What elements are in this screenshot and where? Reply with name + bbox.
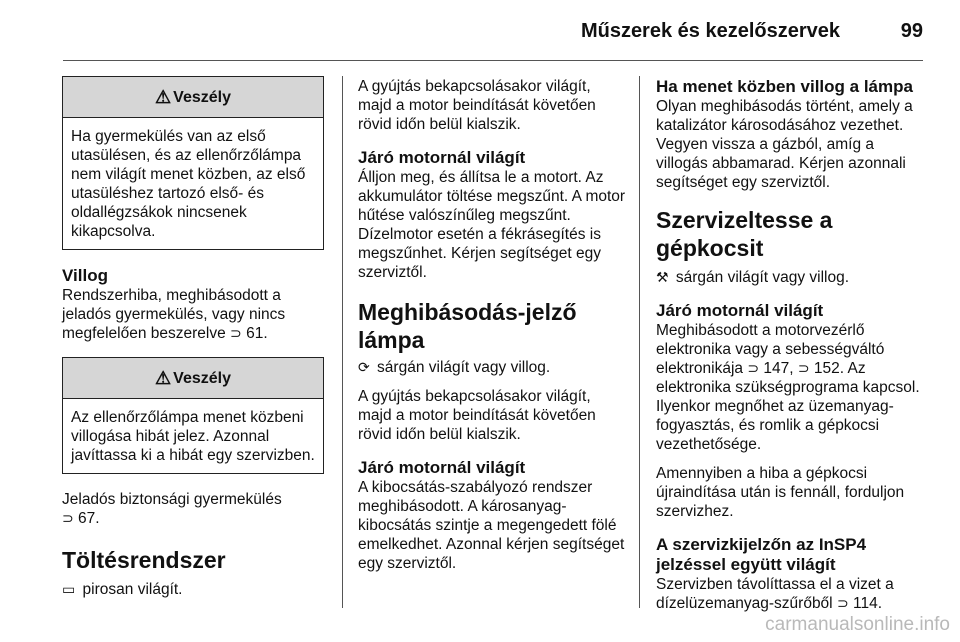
header-rule [63,60,923,61]
paragraph: Meghibásodott a motorvezérlő elektronika vagy a sebességváltó elektronikája ⊃ 147, ⊃ 152. Az elektronika szükségprograma kapcsol. Ilyenkor megnőhet az üzemanyag-fogyasztás, és romlik a gépkocsi vezethetősége. [656,322,920,453]
paragraph: Amennyiben a hiba a gépkocsi újraindítása után is fennáll, forduljon szervizhez. [656,465,905,520]
warning-header [63,358,323,399]
reference-arrow-icon: ⊃ [797,360,810,376]
warning-box [62,76,324,250]
column-separator [639,76,640,608]
section-heading: Járó motornál világít [358,458,526,477]
warning-text: Ha gyermekülés van az első utasülésen, és az ellenőrzőlámpa nem világít menet közben, az első utasüléshez tartozó első- és oldallégzsákok nincsenek kikapcsolva. [71,128,306,240]
page-reference[interactable]: 147, [763,360,794,377]
section-heading: Villog [62,266,108,285]
page-number: 99 [900,20,923,42]
paragraph: Olyan meghibásodás történt, amely a katalizátor károsodásához vezethet. Vegyen vissza a gázból, amíg a villogás abbamarad. Kérjen azonnali segítséget egy szerviztől. [656,98,913,191]
engine-icon: ⟳ [358,359,370,375]
paragraph: Szervizben távolíttassa el a vizet a dízelüzemanyag-szűrőből ⊃ 114. [656,576,894,612]
warning-box [62,357,324,474]
section-heading: Meghibásodás-jelző lámpa [358,299,577,353]
page-reference[interactable]: 114. [852,595,883,612]
page-reference[interactable]: 61. [246,325,268,342]
section-heading: Járó motornál világít [358,148,526,167]
paragraph: A gyújtás bekapcsolásakor világít, majd a motor beindítását követően rövid időn belül kialszik. [358,78,596,133]
service-wrench-icon: ⚒ [656,269,669,285]
warning-header [63,77,323,118]
reference-arrow-icon: ⊃ [836,595,849,611]
warning-text: Az ellenőrzőlámpa menet közbeni villogása hibát jelez. Azonnal javíttassa ki a hibát egy szervizben. [71,409,315,464]
reference-arrow-icon: ⊃ [230,325,242,341]
warning-triangle-icon: ⚠ [155,86,172,107]
paragraph: Álljon meg, és állítsa le a motort. Az akkumulátor töltése megszűnt. A motor hűtése valószínűleg megszűnt. Dízelmotor esetén a fékrásegítés is megszűnhet. Kérjen segítséget egy szerviztől. [358,169,626,281]
watermark: carmanualsonline.info [765,614,950,635]
warning-heading: Veszély [173,369,231,387]
column-separator [342,76,343,608]
column-1 [62,76,324,609]
section-heading: Járó motornál világít [656,301,824,320]
paragraph: A gyújtás bekapcsolásakor világít, majd a motor beindítását követően rövid időn belül kialszik. [358,388,596,443]
section-heading: Töltésrendszer [62,547,226,573]
column-3 [656,77,926,623]
paragraph: ⚒ sárgán világít vagy villog. [656,269,850,286]
page-header [0,0,960,60]
reference-arrow-icon: ⊃ [62,510,74,526]
page-reference[interactable]: 67. [78,510,100,527]
paragraph: Jeladós biztonsági gyermekülés ⊃ 67. [62,491,282,527]
paragraph: ▭ pirosan világít. [62,581,183,598]
page-title: Műszerek és kezelőszervek [580,20,840,42]
section-heading: Ha menet közben villog a lámpa [656,77,913,96]
battery-icon: ▭ [62,581,76,597]
section-heading: Szervizeltesse a gépkocsit [656,207,833,261]
section-heading: A szervizkijelzőn az InSP4 jelzéssel együtt világít [656,535,867,574]
paragraph: A kibocsátás-szabályozó rendszer meghibásodott. A károsanyag-kibocsátás szintje a megengedett fölé emelkedhet. Azonnal kérjen segítséget egy szerviztől. [358,479,625,572]
warning-triangle-icon: ⚠ [155,367,172,388]
paragraph: ⟳ sárgán világít vagy villog. [358,359,551,376]
paragraph: Rendszerhiba, meghibásodott a jeladós gyermekülés, vagy nincs megfelelően beszerelve ⊃ 61. [62,287,286,342]
reference-arrow-icon: ⊃ [747,360,760,376]
page-reference[interactable]: 152. [813,360,845,377]
warning-heading: Veszély [173,88,231,106]
column-2 [358,77,626,583]
